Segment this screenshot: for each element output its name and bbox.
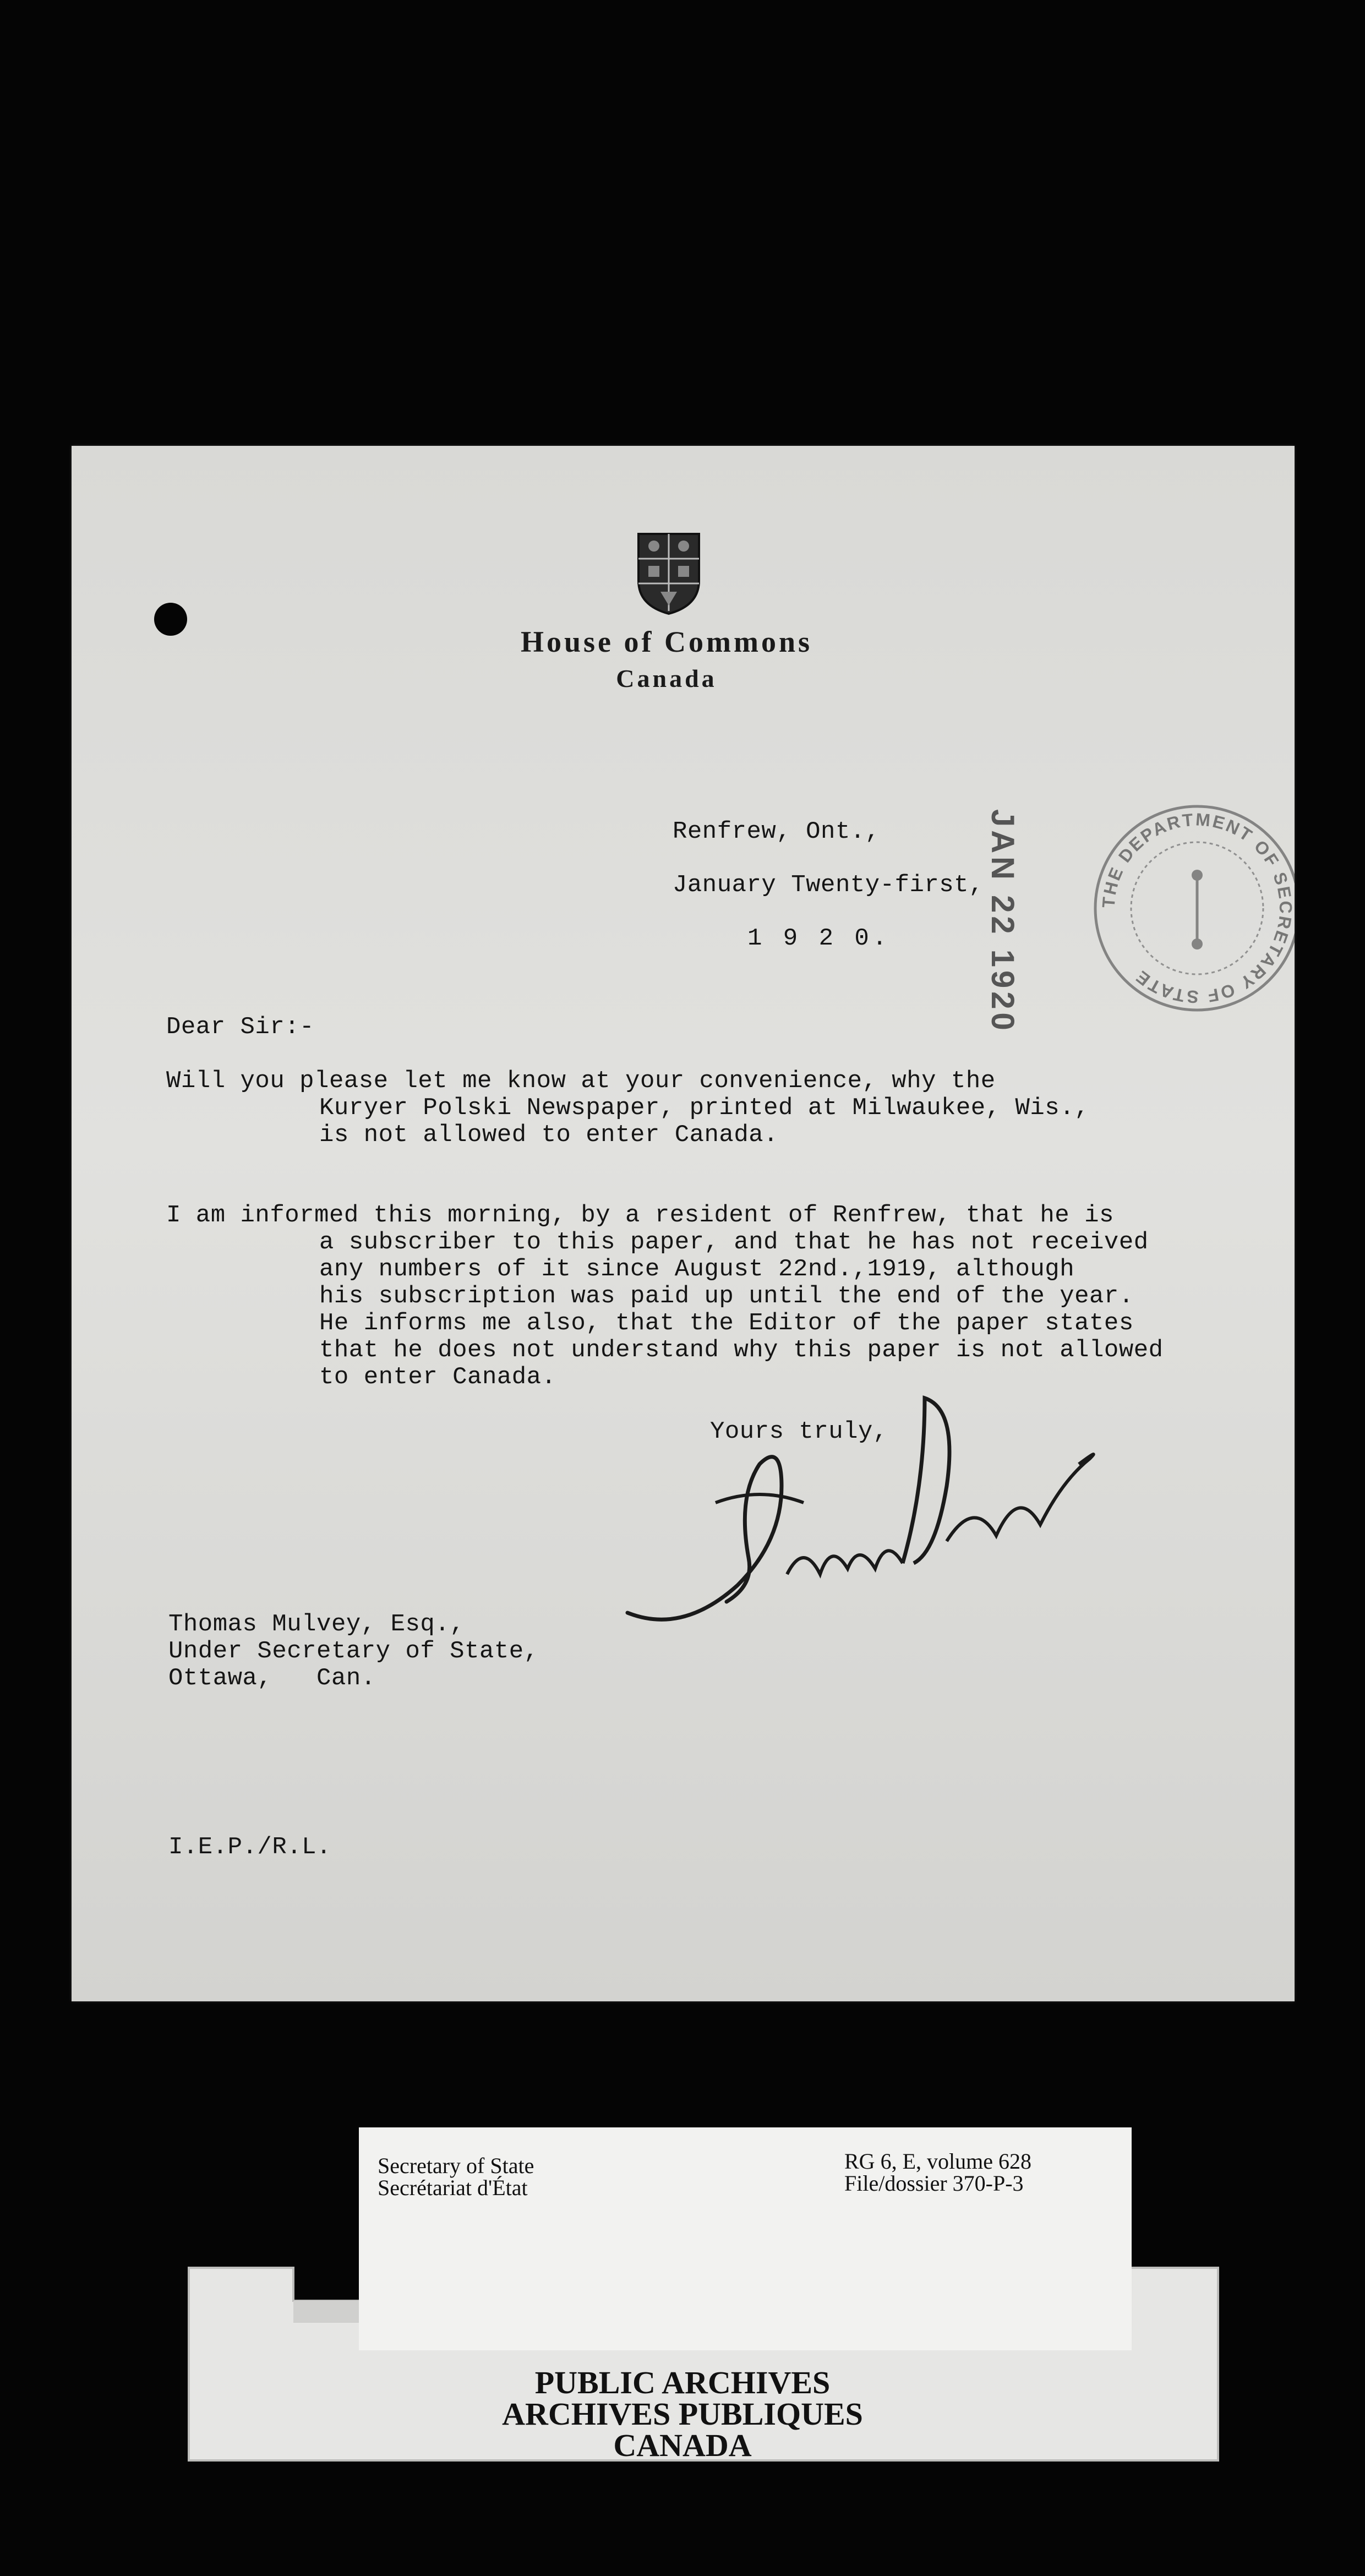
handwritten-signature (616, 1376, 1112, 1635)
paragraph1-line: is not allowed to enter Canada. (319, 1121, 779, 1149)
archives-line3: CANADA (613, 2427, 752, 2463)
salutation: Dear Sir:- (166, 1013, 315, 1041)
label-reference: RG 6, E, volume 628 (844, 2149, 1031, 2174)
label-dept-fr: Secrétariat d'État (378, 2175, 528, 2200)
addressee-line: Thomas Mulvey, Esq., (168, 1611, 465, 1638)
year-line: 1 9 2 0. (747, 925, 891, 952)
addressee-line: Ottawa, Can. (168, 1664, 376, 1692)
paragraph2-line: that he does not understand why this paper is not allowed (319, 1336, 1164, 1364)
paragraph1-line: Kuryer Polski Newspaper, printed at Milwaukee, Wis., (319, 1094, 1090, 1122)
paragraph2-line: his subscription was paid up until the end of the year. (319, 1282, 1134, 1310)
label-dept-en: Secretary of State (378, 2153, 534, 2178)
addressee-line: Under Secretary of State, (168, 1638, 539, 1665)
date-line: January Twenty-first, (673, 871, 984, 899)
paragraph2-line: to enter Canada. (319, 1363, 556, 1391)
received-date-stamp: JAN 22 1920 (985, 809, 1020, 1034)
archives-line1: PUBLIC ARCHIVES (534, 2365, 831, 2400)
letterhead-title: House of Commons (520, 625, 812, 658)
paragraph2-line: I am informed this morning, by a resident of Renfrew, that he is (166, 1202, 1114, 1229)
paragraph2-line: any numbers of it since August 22nd.,1919, although (319, 1256, 1075, 1283)
typist-initials: I.E.P./R.L. (168, 1833, 331, 1861)
archival-label-card (359, 2127, 1132, 2350)
archives-line2: ARCHIVES PUBLIQUES (502, 2396, 863, 2432)
paragraph2-line: He informs me also, that the Editor of the paper states (319, 1309, 1134, 1337)
label-file: File/dossier 370-P-3 (844, 2171, 1024, 2196)
letter-page (72, 446, 1295, 2001)
paragraph1-line: Will you please let me know at your convenience, why the (166, 1067, 996, 1095)
paragraph2-line: a subscriber to this paper, and that he has not received (319, 1229, 1149, 1256)
closing: Yours truly, (710, 1418, 888, 1445)
place-line: Renfrew, Ont., (673, 818, 880, 845)
letterhead-subtitle: Canada (616, 664, 717, 692)
department-seal-icon (1087, 798, 1295, 1018)
coat-of-arms-icon (633, 528, 705, 616)
seal-text: THE DEPARTMENT OF SECRETARY OF STATE (1098, 809, 1296, 1007)
